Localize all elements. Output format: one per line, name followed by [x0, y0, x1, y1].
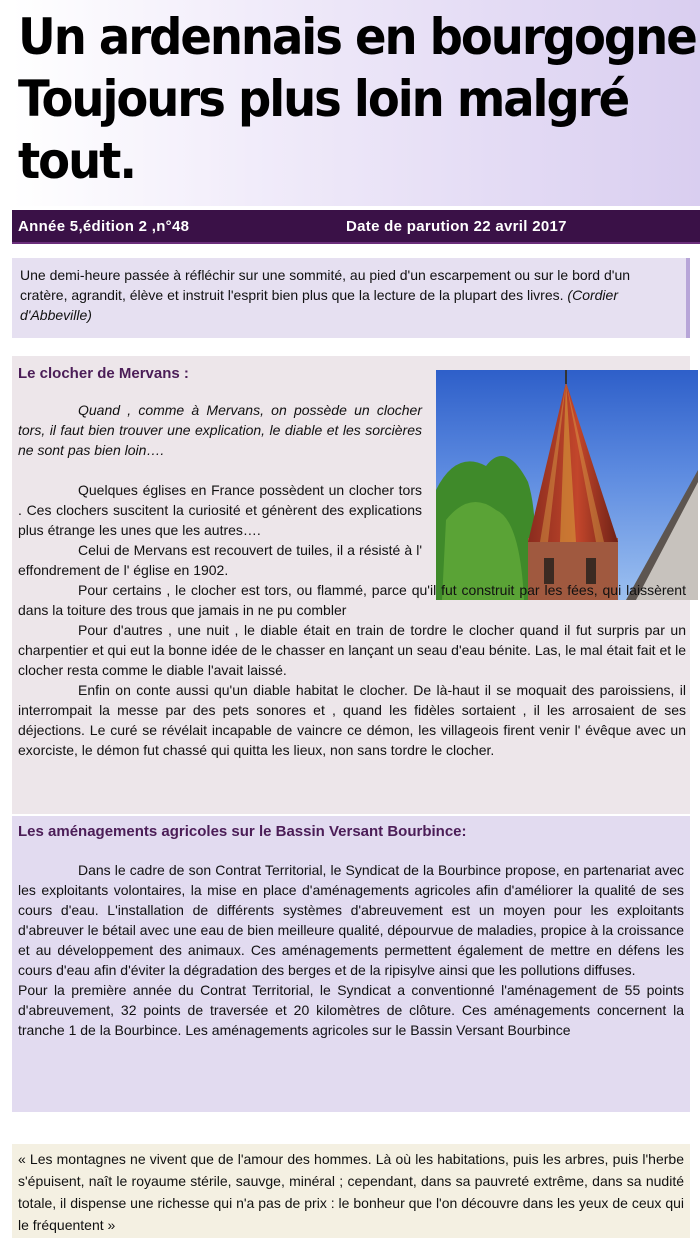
article-amenagements-title: Les aménagements agricoles sur le Bassin Versant Bourbince:	[18, 823, 467, 840]
article-clocher-intro	[18, 400, 422, 460]
article-clocher-intro-text: Quand , comme à Mervans, on possède un clocher tors, il faut bien trouver une explication, le diable et les sorcières ne sont pas bien loin….	[18, 402, 422, 458]
article-amenagements-body	[18, 860, 684, 1040]
intro-quote	[12, 258, 690, 338]
masthead	[12, 0, 700, 206]
title-line-3: tout.	[18, 132, 135, 190]
article-clocher-paragraphs-top	[18, 480, 422, 580]
article-clocher-title: Le clocher de Mervans :	[18, 365, 189, 382]
title-line-2: Toujours plus loin malgré	[18, 70, 629, 128]
article-clocher-paragraph-3: Pour certains , le clocher est tors, ou flammé, parce qu'il fut construit par les fées, qui laissèrent dans la toiture des trous que jamais in ne pu combler	[18, 582, 686, 618]
newsletter-title	[18, 6, 696, 192]
article-clocher-paragraph-2: Celui de Mervans est recouvert de tuiles, il a résisté à l' effondrement de l' église en 1902.	[18, 542, 422, 578]
closing-quote	[12, 1144, 690, 1238]
article-clocher-paragraph-5: Enfin on conte aussi qu'un diable habitat le clocher. De là-haut il se moquait des paroissiens, il interrompait la messe par des pets sonores et , quand les fidèles sortaient , il les arrosaient de ses déjections. Le curé se révélait incapable de vaincre ce démon, les villageois firent venir l' évêque avec un exorciste, le démon fut chassé qui quitta les lieux, non sans tordre le clocher.	[18, 682, 686, 758]
article-amenagements	[12, 816, 690, 1112]
article-clocher	[12, 356, 690, 814]
article-clocher-paragraph-4: Pour d'autres , une nuit , le diable était en train de tordre le clocher quand il fut surpris par un charpentier et qui eut la bonne idée de le chasser en lançant un seau d'eau bénite. Las, le mal était fait et le clocher resta comme le diable l'avait laissé.	[18, 622, 686, 678]
publication-date: Date de parution 22 avril 2017	[346, 218, 567, 235]
title-line-1: Un ardennais en bourgogne	[18, 8, 696, 66]
article-amenagements-paragraph-2: Pour la première année du Contrat Territorial, le Syndicat a conventionné l'aménagement de 55 points d'abreuvement, 32 points de traversée et 20 kilomètres de clôture. Ces aménagements concernent la tranche 1 de la Bourbince. Les aménagements agricoles sur le Bassin Versant Bourbince	[18, 982, 684, 1038]
article-clocher-paragraph-1: Quelques églises en France possèdent un clocher tors . Ces clochers suscitent la curiosité et génèrent des explications plus étrange les unes que les autres….	[18, 482, 422, 538]
article-amenagements-paragraph-1: Dans le cadre de son Contrat Territorial, le Syndicat de la Bourbince propose, en partenariat avec les exploitants volontaires, la mise en place d'aménagements agricoles afin d'améliorer la qualité de ses cours d'eau. L'installation de différents systèmes d'abreuvement est un moyen pour les exploitants d'abreuver le bétail avec une eau de bien meilleure qualité, dépourvue de maladies, propice à la croissance et au développement des animaux. Ces aménagements permettent également de mettre en défens les cours d'eau afin d'éviter la dégradation des berges et de la ripisylve ainsi que les pollutions diffuses.	[18, 862, 684, 978]
closing-quote-text: « Les montagnes ne vivent que de l'amour des hommes. Là où les habitations, puis les arbres, puis l'herbe s'épuisent, naît le royaume stérile, sauvge, minéral ; cependant, dans sa pauvreté extrême, dans sa nudité totale, il dispense une richesse qui n'a pas de prix : le bonheur que l'on découvre dans les yeux de ceux qui le fréquentent »	[18, 1151, 684, 1233]
edition-bar	[12, 210, 700, 244]
intro-quote-text: Une demi-heure passée à réfléchir sur une sommité, au pied d'un escarpement ou sur le bord d'un cratère, agrandit, élève et instruit l'esprit bien plus que la lecture de la plupart des livres.	[20, 267, 631, 303]
church-steeple-image	[436, 370, 698, 600]
article-clocher-paragraphs-bottom	[18, 580, 686, 760]
edition-info: Année 5,édition 2 ,n°48	[18, 218, 190, 235]
church-steeple-photo	[436, 370, 698, 600]
intro-quote-author: (Cordier d'Abbeville)	[20, 287, 618, 323]
